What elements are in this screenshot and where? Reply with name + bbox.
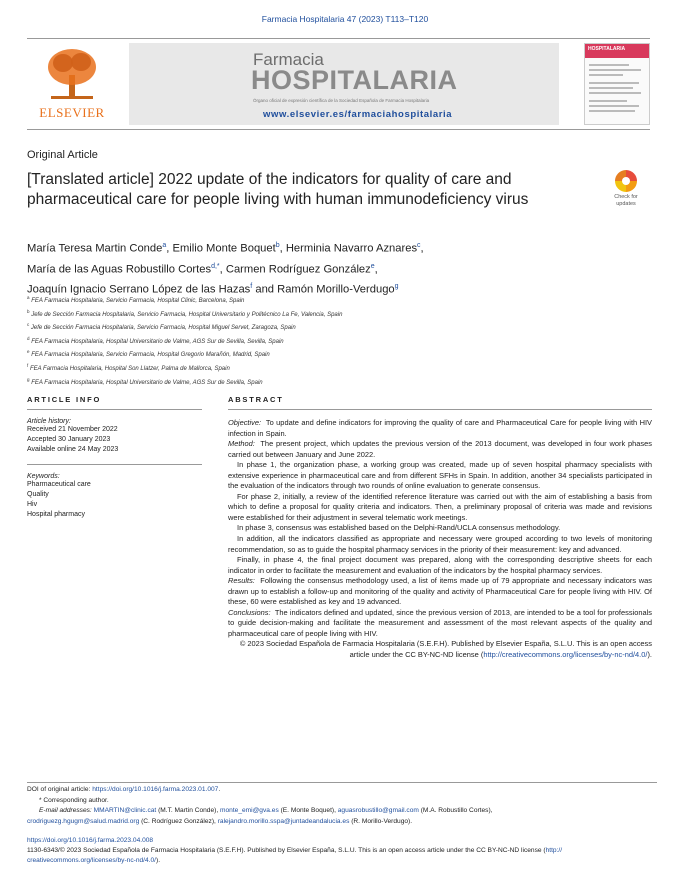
journal-reference[interactable]: Farmacia Hospitalaria 47 (2023) T113–T120 (261, 14, 429, 24)
elsevier-tree-icon (45, 45, 99, 101)
affiliation-marker: b (27, 308, 30, 314)
cover-title: HOSPITALARIA (588, 46, 626, 52)
email-owner: (E. Monte Boquet), (278, 807, 338, 815)
history-online: Available online 24 May 2023 (27, 446, 119, 453)
conclusions-text: The indicators defined and updated, since the previous version of 2013, are intended to be a tool for professionals to guide decision-making and facilitate the measurement and assessment of the most relevant aspects of the quality and pharmaceutical care of people living with HIV. (228, 607, 652, 638)
affiliation-marker[interactable]: b (275, 242, 280, 249)
elsevier-wordmark: ELSEVIER (39, 105, 105, 120)
journal-banner (129, 43, 559, 125)
abstract-copyright (228, 639, 652, 660)
email-addresses (27, 806, 657, 817)
cover-text-line (589, 69, 641, 71)
check-for-updates-button[interactable] (608, 170, 644, 212)
abstract-results (228, 576, 652, 608)
affiliation-marker: e (27, 349, 30, 355)
author-name[interactable]: Ramón Morillo-Verdugo (277, 284, 395, 297)
journal-name-small: Farmacia (253, 50, 324, 69)
author-separator: , (219, 263, 226, 276)
cover-band (585, 44, 649, 58)
abstract-phase1: In phase 1, the organization phase, a working group was created, made up of seven hospital pharmacy specialists with extensive experience in pharmaceutical care and from different SFHs in Spain. In addition, another 34 specialists participated in the evaluation of the indicators through two rounds of online evaluation to generate consensus. (228, 460, 652, 491)
journal-cover-thumbnail[interactable] (584, 43, 650, 125)
email-owner: (R. Morillo-Verdugo). (349, 817, 413, 825)
doi-end: . (218, 786, 221, 793)
footnotes (27, 782, 657, 827)
author-name[interactable]: María Teresa Martin Conde (27, 242, 163, 255)
affiliation-text: FEA Farmacia Hospitalaria, Hospital Son Llatzer, Palma de Mallorca, Spain (29, 365, 230, 372)
affiliation-marker[interactable]: d,* (211, 262, 220, 270)
author-separator: , (420, 242, 424, 255)
cover-text-line (589, 64, 629, 66)
abstract-conclusions (228, 608, 652, 640)
affiliation-marker[interactable]: g (394, 283, 399, 291)
issn-text: 1130-6343/© 2023 Sociedad Española de Farmacia Hospitalaria (S.E.F.H). Published by Elsevier España, S.L.U. This is an open access article under the CC BY-NC-ND license ( (27, 847, 546, 854)
affiliation-item (27, 361, 627, 375)
affiliation-item (27, 320, 627, 334)
affiliation-item (27, 334, 627, 348)
keyword-item[interactable]: Hospital pharmacy (27, 511, 85, 518)
keyword-item[interactable]: Hiv (27, 501, 38, 508)
abstract-objective (228, 418, 652, 439)
crossmark-icon (615, 170, 637, 192)
affiliation-text: FEA Farmacia Hospitalaria, Hospital Universitario de Valme, AGS Sur de Sevilla, Spain (31, 379, 263, 386)
method-text: The present project, which updates the previous version of the 2013 document, was developed in four work phases carried out between January and June 2022. (228, 439, 652, 459)
author-separator: , (279, 242, 286, 255)
email-owner: (C. Rodríguez González), (139, 817, 218, 825)
cover-text-line (589, 87, 633, 89)
email-label: E-mail addresses: (39, 807, 94, 815)
objective-text: To update and define indicators for improving the quality of care and Pharmaceutical Care for people living with HIV infection in Spain. (228, 418, 652, 438)
cover-text-line (589, 105, 639, 107)
article-doi-link[interactable]: https://doi.org/10.1016/j.farma.2023.04.008 (27, 837, 154, 844)
article-doi-license (27, 836, 657, 866)
history-received: Received 21 November 2022 (27, 426, 118, 433)
abstract-method (228, 439, 652, 460)
author-list (27, 237, 627, 299)
affiliation-marker: f (27, 362, 29, 368)
check-for-updates-label: Check for updates (614, 194, 638, 207)
journal-subtitle: Órgano oficial de expresión científica de la Sociedad Española de Farmacia Hospitalaria (253, 98, 430, 103)
cover-text-line (589, 74, 623, 76)
author-name[interactable]: Carmen Rodríguez González (225, 263, 371, 276)
keyword-item[interactable]: Pharmaceutical care (27, 481, 91, 488)
author-name[interactable]: Herminia Navarro Aznares (285, 242, 418, 255)
affiliation-marker[interactable]: c (417, 242, 421, 249)
email-link[interactable]: MMARTIN@clinic.cat (93, 807, 157, 815)
affiliation-marker: g (27, 376, 30, 382)
corresponding-author-note: * Corresponding author. (39, 796, 109, 804)
author-separator: , (166, 242, 173, 255)
affiliation-item (27, 375, 627, 389)
keyword-item[interactable]: Quality (27, 491, 49, 498)
affiliation-marker: d (27, 335, 30, 341)
license-link[interactable]: http:// (545, 847, 563, 854)
abstract-phase3b: In addition, all the indicators classified as appropriate and necessary were grouped according to two levels of monitoring recommendation, so as to guide the hospital pharmacy services in the priority of their measurement: key and advanced. (228, 534, 652, 554)
abstract-phase3: In phase 3, consensus was established based on the Delphi-Rand/UCLA consensus methodology. (237, 523, 561, 533)
copyright-end: ). (647, 650, 652, 660)
author-name[interactable]: Emilio Monte Boquet (172, 242, 276, 255)
affiliation-list (27, 293, 627, 388)
keywords-label: Keywords: (27, 473, 60, 480)
results-label: Results: (228, 576, 255, 586)
affiliation-item (27, 307, 627, 321)
email-link[interactable]: ralejandro.morillo.sspa@juntadeandalucia.es (217, 817, 350, 825)
abstract-heading: ABSTRACT (228, 395, 652, 410)
affiliation-marker[interactable]: f (250, 283, 253, 291)
email-link[interactable]: monte_emi@gva.es (220, 807, 279, 815)
abstract-panel (228, 395, 652, 661)
affiliation-item (27, 347, 627, 361)
journal-name-big: HOSPITALARIA (251, 65, 458, 95)
affiliation-text: Jefe de Sección Farmacia Hospitalaria, Servicio Farmacia, Hospital Universitario y Politécnico La Fe, Valencia, Spain (31, 311, 343, 318)
abstract-phase4: Finally, in phase 4, the final project document was prepared, along with the corresponding descriptive sheets for each indicator in order to facilitate the measurement and evaluation of the indicators by the hospital pharmacy services. (228, 555, 652, 575)
article-info-panel (27, 395, 202, 520)
method-label: Method: (228, 439, 255, 449)
license-link-cont[interactable]: creativecommons.org/licenses/by-nc-nd/4.0/ (27, 857, 156, 864)
email-link[interactable]: crodriguezg.hgugm@salud.madrid.org (27, 817, 140, 825)
journal-url-link[interactable]: www.elsevier.es/farmaciahospitalaria (263, 109, 453, 120)
article-history-label: Article history: (27, 418, 71, 425)
cover-text-line (589, 82, 639, 84)
elsevier-logo[interactable] (27, 43, 117, 125)
affiliation-item (27, 293, 627, 307)
cover-text-line (589, 92, 641, 94)
conclusions-label: Conclusions: (228, 607, 271, 617)
cover-text-line (589, 110, 635, 112)
article-title: [Translated article] 2022 update of the indicators for quality of care and pharmaceutical care for people living with human immunodeficiency virus (27, 171, 529, 208)
affiliation-marker: a (27, 295, 30, 300)
author-name[interactable]: María de las Aguas Robustillo Cortes (27, 263, 212, 276)
author-name[interactable]: Joaquín Ignacio Serrano López de las Hazas (27, 284, 251, 297)
copyright-text: © 2023 Sociedad Española de Farmacia Hospitalaria (S.E.F.H). Published by Elsevier España, S.L.U. This is an open access article under the CC BY-NC-ND license ( (239, 639, 652, 660)
history-accepted: Accepted 30 January 2023 (27, 436, 111, 443)
affiliation-text: Jefe de Sección Farmacia Hospitalaria, Servicio Farmacia, Hospital Miguel Servet, Zaragoza, Spain (30, 325, 296, 332)
email-addresses-cont (27, 817, 657, 828)
original-doi-link[interactable]: https://doi.org/10.1016/j.farma.2023.01.007 (92, 786, 219, 793)
article-info-heading: ARTICLE INFO (27, 395, 202, 410)
affiliation-text: FEA Farmacia Hospitalaria, Servicio Farmacia, Hospital Gregorio Marañón, Madrid, Spain (31, 352, 270, 359)
article-type: Original Article (27, 149, 98, 161)
email-owner: (M.A. Robustillo Cortes), (418, 807, 493, 815)
journal-masthead (27, 38, 650, 130)
issn-license (27, 846, 657, 866)
abstract-phase2: For phase 2, initially, a review of the identified reference literature was carried out with the aim of establishing a basis from which to define a proposal for quality criteria and indicators. Then, a preliminary proposal of criteria was made and revisions were established for their adjustment in several telematic work meetings. (228, 491, 652, 522)
abstract-body (228, 418, 652, 661)
license-end: ). (156, 857, 161, 864)
license-link[interactable]: http://creativecommons.org/licenses/by-nc-nd/4.0/ (483, 650, 648, 660)
affiliation-marker: c (27, 322, 30, 328)
cover-text-line (589, 100, 627, 102)
affiliation-marker[interactable]: e (370, 262, 375, 270)
divider (27, 464, 202, 465)
doi-label: DOI of original article: (27, 786, 93, 793)
affiliation-text: FEA Farmacia Hospitalaria, Hospital Universitario de Valme, AGS Sur de Sevilla, Sevilla, Spain (31, 338, 284, 345)
email-owner: (M.T. Martin Conde), (156, 807, 220, 815)
affiliation-marker[interactable]: a (162, 242, 167, 249)
results-text: Following the consensus methodology used, a list of items made up of 79 appropriate and necessary indicators was drawn up to establish a follow-up and monitoring of the quality and activity of Pharmaceutical Care for people living with HIV. Of these, 60 were established as key and 19 advanced. (228, 576, 652, 607)
original-doi-note (27, 785, 657, 796)
author-separator: , (374, 263, 378, 276)
email-link[interactable]: aguasrobustillo@gmail.com (337, 807, 419, 815)
objective-label: Objective: (228, 418, 262, 427)
affiliation-text: FEA Farmacia Hospitalaria, Servicio Farmacia, Hospital Clinic, Barcelona, Spain (31, 298, 245, 304)
author-separator: and (252, 284, 278, 297)
